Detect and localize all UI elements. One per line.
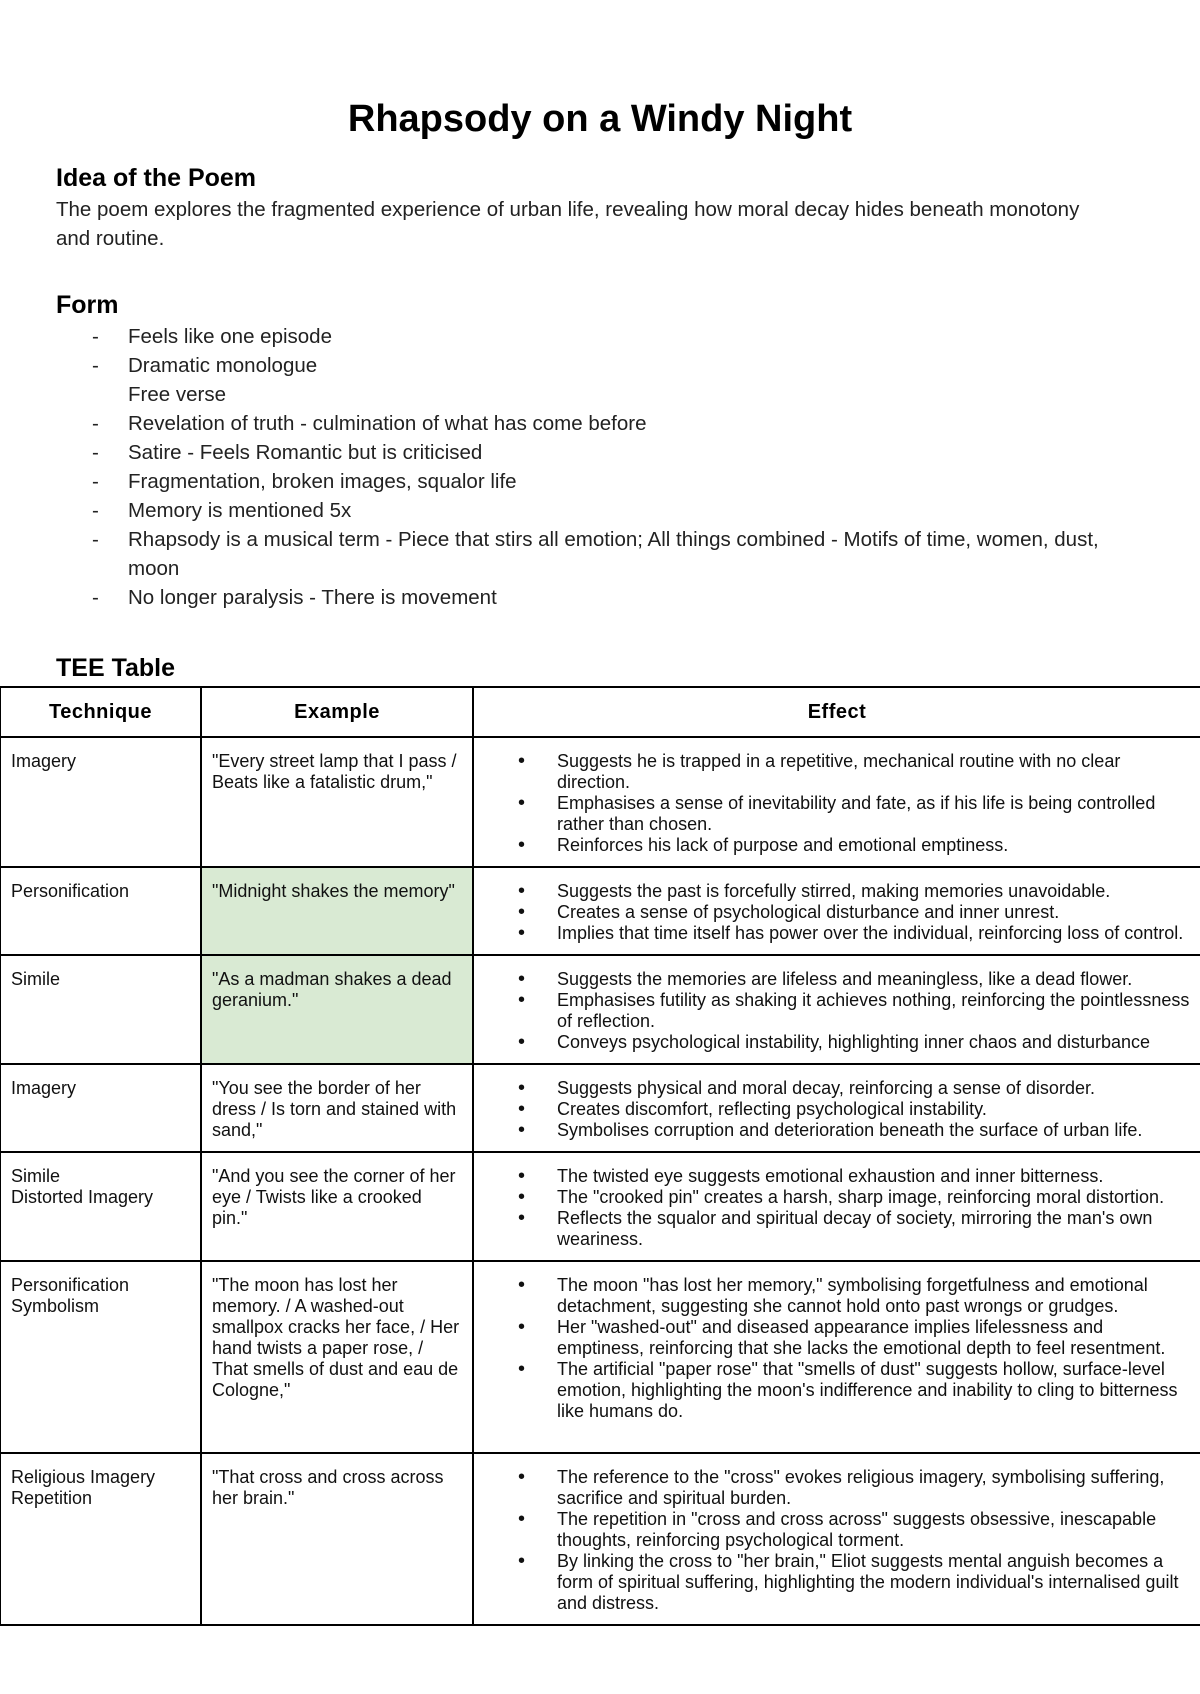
form-list-item xyxy=(56,438,1136,467)
effect-item: • Reflects the squalor and spiritual decay of society, mirroring the man's own weariness. xyxy=(474,1208,1194,1250)
effect-list xyxy=(474,1065,1200,1151)
form-item-text: Memory is mentioned 5x xyxy=(128,499,352,522)
list-dash: - xyxy=(92,470,99,493)
effect-item: • Suggests the past is forcefully stirred, making memories unavoidable. xyxy=(474,881,1194,902)
effect-list xyxy=(474,868,1200,954)
table-row xyxy=(0,1261,1200,1453)
effect-list xyxy=(474,1454,1200,1624)
effect-item: • Suggests the memories are lifeless and meaningless, like a dead flower. xyxy=(474,969,1194,990)
technique-cell xyxy=(0,1453,201,1625)
effect-item: • Suggests physical and moral decay, reinforcing a sense of disorder. xyxy=(474,1078,1194,1099)
form-item-text: Dramatic monologue xyxy=(128,354,318,377)
technique-text: Distorted Imagery xyxy=(11,1187,154,1207)
technique-cell xyxy=(0,1261,201,1453)
form-item-text: Satire - Feels Romantic but is criticised xyxy=(128,441,483,464)
form-item-text: Free verse xyxy=(128,383,226,406)
list-dash: - xyxy=(92,499,99,522)
effect-cell xyxy=(473,955,1200,1064)
header-effect: Effect xyxy=(473,687,1200,737)
effect-item: • The "crooked pin" creates a harsh, sharp image, reinforcing moral distortion. xyxy=(474,1187,1194,1208)
table-row xyxy=(0,1064,1200,1152)
effect-item: • The repetition in "cross and cross across" suggests obsessive, inescapable thoughts, reinforcing psychological torment. xyxy=(474,1509,1194,1551)
technique-text: Imagery xyxy=(11,751,77,771)
effect-cell xyxy=(473,1064,1200,1152)
example-cell xyxy=(201,1152,473,1261)
effect-cell xyxy=(473,1152,1200,1261)
technique-cell xyxy=(0,1064,201,1152)
example-cell xyxy=(201,1064,473,1152)
effect-cell xyxy=(473,1261,1200,1453)
example-text: "Every street lamp that I pass / Beats like a fatalistic drum," xyxy=(212,751,457,792)
example-text: "As a madman shakes a dead geranium." xyxy=(212,969,452,1010)
technique-cell xyxy=(0,1152,201,1261)
form-item-text: Revelation of truth - culmination of what has come before xyxy=(128,412,647,435)
document-title: Rhapsody on a Windy Night xyxy=(347,98,853,140)
example-text: "The moon has lost her memory. / A washed-out smallpox cracks her face, / Her hand twists a paper rose, / That smells of dust and eau de Cologne," xyxy=(212,1275,460,1400)
technique-text: Personification xyxy=(11,881,130,901)
effect-item: • Reinforces his lack of purpose and emotional emptiness. xyxy=(474,835,1194,856)
list-dash: - xyxy=(92,441,99,464)
form-item-text: No longer paralysis - There is movement xyxy=(128,586,497,609)
technique-text: Simile xyxy=(11,1166,61,1186)
list-dash: - xyxy=(92,354,99,377)
effect-list xyxy=(474,738,1200,866)
list-dash: - xyxy=(92,528,99,551)
example-text: "That cross and cross across her brain." xyxy=(212,1467,444,1508)
form-list-item xyxy=(56,322,1136,351)
idea-heading: Idea of the Poem xyxy=(56,164,257,192)
example-text: "Midnight shakes the memory" xyxy=(212,881,455,901)
form-heading: Form xyxy=(56,291,119,319)
form-item-text: Rhapsody is a musical term - Piece that stirs all emotion; All things combined - Motifs of time, women, dust, moon xyxy=(128,528,1099,580)
technique-text: Personification xyxy=(11,1275,130,1295)
effect-item: • By linking the cross to "her brain," Eliot suggests mental anguish becomes a form of spiritual suffering, highlighting the modern individual's internalised guilt and distress. xyxy=(474,1551,1194,1614)
table-row xyxy=(0,867,1200,955)
header-example: Example xyxy=(201,687,473,737)
form-list-item xyxy=(56,467,1136,496)
effect-item: • Her "washed-out" and diseased appearance implies lifelessness and emptiness, reinforcing that she lacks the emotional depth to feel resentment. xyxy=(474,1317,1194,1359)
form-item-text: Feels like one episode xyxy=(128,325,332,348)
effect-item: • Emphasises a sense of inevitability and fate, as if his life is being controlled rather than chosen. xyxy=(474,793,1194,835)
form-list-item xyxy=(56,583,1136,612)
effect-list xyxy=(474,1153,1200,1260)
technique-cell xyxy=(0,955,201,1064)
form-list-item xyxy=(56,496,1136,525)
effect-cell xyxy=(473,1453,1200,1625)
table-header-row xyxy=(0,687,1200,737)
effect-item: • Conveys psychological instability, highlighting inner chaos and disturbance xyxy=(474,1032,1194,1053)
list-dash: - xyxy=(92,325,99,348)
idea-text: The poem explores the fragmented experience of urban life, revealing how moral decay hides beneath monotony and routine. xyxy=(56,198,1080,250)
effect-item: • Creates a sense of psychological disturbance and inner unrest. xyxy=(474,902,1194,923)
table-row xyxy=(0,1152,1200,1261)
example-cell xyxy=(201,1261,473,1453)
effect-item: • Creates discomfort, reflecting psychological instability. xyxy=(474,1099,1194,1120)
example-text: "You see the border of her dress / Is torn and stained with sand," xyxy=(212,1078,457,1140)
technique-cell xyxy=(0,867,201,955)
form-list xyxy=(56,322,1136,612)
effect-item: • The artificial "paper rose" that "smells of dust" suggests hollow, surface-level emotion, highlighting the moon's indifference and inability to cling to bitterness like humans do. xyxy=(474,1359,1194,1422)
technique-text: Symbolism xyxy=(11,1296,100,1316)
example-cell-highlighted xyxy=(201,955,473,1064)
tee-table xyxy=(0,686,1200,1626)
form-list-item xyxy=(56,351,1136,380)
example-cell xyxy=(201,1453,473,1625)
table-row xyxy=(0,955,1200,1064)
tee-heading: TEE Table xyxy=(56,654,176,682)
effect-list xyxy=(474,1262,1200,1432)
effect-cell xyxy=(473,867,1200,955)
effect-item: • The twisted eye suggests emotional exhaustion and inner bitterness. xyxy=(474,1166,1194,1187)
effect-item: • Symbolises corruption and deterioration beneath the surface of urban life. xyxy=(474,1120,1194,1141)
form-item-text: Fragmentation, broken images, squalor life xyxy=(128,470,517,493)
effect-item: • Suggests he is trapped in a repetitive, mechanical routine with no clear direction. xyxy=(474,751,1194,793)
form-list-item xyxy=(56,525,1136,583)
effect-item: • Implies that time itself has power over the individual, reinforcing loss of control. xyxy=(474,923,1194,944)
list-dash: - xyxy=(92,586,99,609)
list-dash: - xyxy=(92,412,99,435)
effect-item: • Emphasises futility as shaking it achieves nothing, reinforcing the pointlessness of reflection. xyxy=(474,990,1194,1032)
effect-list xyxy=(474,956,1200,1063)
header-technique: Technique xyxy=(0,687,201,737)
technique-text: Simile xyxy=(11,969,61,989)
technique-text: Religious Imagery xyxy=(11,1467,156,1487)
form-list-item xyxy=(56,380,1136,409)
technique-text: Imagery xyxy=(11,1078,77,1098)
effect-item: • The moon "has lost her memory," symbolising forgetfulness and emotional detachment, suggesting she cannot hold onto past wrongs or grudges. xyxy=(474,1275,1194,1317)
table-row xyxy=(0,737,1200,867)
effect-item: • The reference to the "cross" evokes religious imagery, symbolising suffering, sacrifice and spiritual burden. xyxy=(474,1467,1194,1509)
form-list-item xyxy=(56,409,1136,438)
technique-cell xyxy=(0,737,201,867)
example-cell-highlighted xyxy=(201,867,473,955)
example-text: "And you see the corner of her eye / Twists like a crooked pin." xyxy=(212,1166,456,1228)
example-cell xyxy=(201,737,473,867)
effect-cell xyxy=(473,737,1200,867)
technique-text: Repetition xyxy=(11,1488,93,1508)
table-row xyxy=(0,1453,1200,1625)
